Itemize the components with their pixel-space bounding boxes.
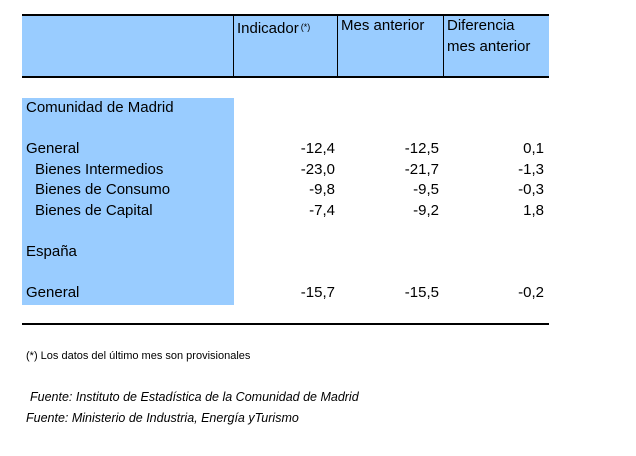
header-divider-1 <box>233 15 234 77</box>
header-indicador-mark: (*) <box>300 22 311 32</box>
cell-mes-anterior: -9,2 <box>413 202 439 219</box>
cell-mes-anterior: -15,5 <box>404 284 439 301</box>
cell-mes-anterior: -21,7 <box>404 161 439 178</box>
cell-diferencia: -1,3 <box>518 161 544 178</box>
cell-diferencia: 1,8 <box>523 202 544 219</box>
header-divider-3 <box>443 15 444 77</box>
section-title-espana: España <box>26 243 77 260</box>
cell-indicador: -15,7 <box>300 284 335 301</box>
cell-diferencia: -0,3 <box>518 181 544 198</box>
row-label: Bienes Intermedios <box>35 161 164 178</box>
header-bottom-rule <box>22 76 549 78</box>
cell-indicador: -7,4 <box>309 202 335 219</box>
cell-indicador: -23,0 <box>300 161 335 178</box>
header-diferencia-line2: mes anterior <box>447 38 531 55</box>
cell-mes-anterior: -12,5 <box>404 140 439 157</box>
header-divider-2 <box>337 15 338 77</box>
source-line: Fuente: Instituto de Estadística de la Comunidad de Madrid <box>30 390 359 404</box>
table-bottom-rule <box>22 323 549 325</box>
section-title-madrid: Comunidad de Madrid <box>26 99 174 116</box>
row-label: General <box>26 284 80 301</box>
header-indicador <box>237 19 310 39</box>
cell-indicador: -12,4 <box>300 140 335 157</box>
source-line: Fuente: Ministerio de Industria, Energía yTurismo <box>26 411 299 425</box>
row-label: Bienes de Consumo <box>35 181 171 198</box>
row-label: Bienes de Capital <box>35 202 153 219</box>
footnote: (*) Los datos del último mes son provisionales <box>26 350 251 362</box>
header-diferencia-line1: Diferencia <box>447 17 515 34</box>
row-label: General <box>26 140 80 157</box>
cell-diferencia: -0,2 <box>518 284 544 301</box>
cell-diferencia: 0,1 <box>523 140 544 157</box>
cell-indicador: -9,8 <box>309 181 335 198</box>
cell-mes-anterior: -9,5 <box>413 181 439 198</box>
header-indicador-label: Indicador <box>237 20 299 37</box>
header-mes-anterior: Mes anterior <box>341 17 425 34</box>
